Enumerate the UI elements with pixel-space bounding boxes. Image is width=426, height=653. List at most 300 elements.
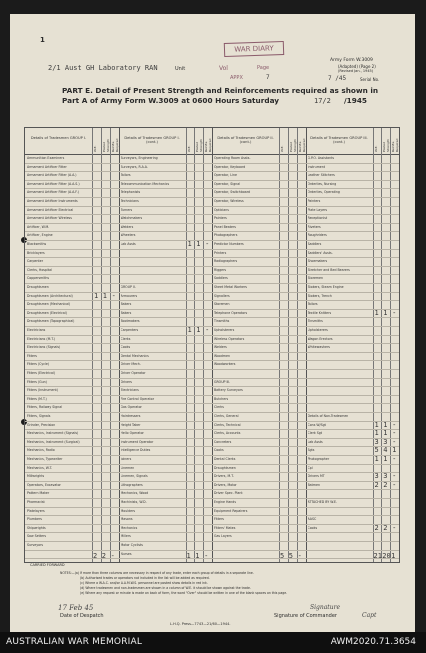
strength-entry: 1	[392, 446, 397, 455]
trade-label: Mechanics, W.T.	[27, 465, 53, 470]
trade-label: Engine Hands	[214, 500, 236, 504]
strength-entry: 1	[94, 291, 99, 300]
trade-label: Shoemakers	[307, 259, 328, 264]
trade-label: Lab Assts	[307, 439, 323, 444]
trade-label: Motor Cyclists	[120, 543, 143, 547]
row-line	[25, 163, 399, 164]
trade-label: Fitters	[27, 353, 37, 358]
trade-label: Mechanics, Radio	[27, 448, 55, 453]
trade-label: Fitters (Gun)	[27, 379, 47, 384]
row-line	[25, 395, 399, 396]
row-line	[25, 412, 399, 413]
trade-label: Draughtsmen (Electrical)	[27, 310, 67, 315]
row-line	[25, 206, 399, 207]
row-line	[25, 472, 399, 473]
subcolumn-divider	[186, 128, 187, 562]
subcolumn-divider	[381, 128, 382, 562]
group-divider	[119, 128, 120, 562]
strength-entry: 1	[196, 240, 201, 248]
row-line	[25, 360, 399, 361]
trade-label: Pattern Maker	[27, 491, 50, 496]
trade-label: Technicians	[120, 199, 139, 203]
group-divider	[212, 128, 213, 562]
row-line	[25, 446, 399, 447]
trade-label: Electricians (Signals)	[27, 345, 61, 350]
strength-entry: 1	[374, 420, 379, 429]
year: /1945	[344, 96, 367, 105]
strength-entry: 1	[102, 291, 108, 300]
row-line	[25, 541, 399, 542]
trade-label: Grinder, Precision	[27, 422, 56, 427]
footer-institution: AUSTRALIAN WAR MEMORIAL	[6, 637, 143, 647]
trade-label: Fitters (Instrument)	[27, 388, 58, 393]
note-line: (c) Where a W.A.C. and/or A.A.M.W.S. personnel are posted show details in red ink.	[80, 581, 208, 585]
trade-label: Instrument Operator	[120, 439, 154, 444]
row-line	[25, 378, 399, 379]
trade-label: Telephonists	[120, 190, 141, 195]
strength-entry: 4	[383, 446, 388, 455]
trade-label: Mechanics, Wood	[120, 491, 149, 496]
trade-label: Clerks, General	[214, 414, 239, 418]
title-line-1: PART E. Detail of Present Strength and Reinforcements required as shown in	[62, 86, 379, 95]
trade-label: Blacksmiths	[27, 242, 47, 246]
trade-label: Photographer	[307, 457, 330, 461]
subcolumn-divider	[203, 128, 204, 562]
serial-value: 7 /45	[328, 75, 347, 82]
trade-label: Operator, Wireless	[214, 199, 244, 203]
trade-label: Leather Stitchers	[307, 173, 335, 178]
carried-forward-total: 5	[280, 552, 285, 560]
trade-label: Tailors	[307, 302, 318, 307]
trade-label: Woodmen	[214, 353, 230, 358]
trade-label: Printers	[214, 250, 227, 255]
trade-label: Armament Artificer Fitter (A.A.F.)	[27, 190, 79, 195]
trade-label: Wagon Erectors	[307, 336, 333, 341]
row-line	[25, 558, 399, 559]
trade-label: Tinsmiths	[307, 319, 323, 324]
subcolumn-header: Reinfts. Required	[391, 138, 400, 152]
trade-label: Artificer, W.M.	[27, 224, 50, 229]
row-line	[25, 524, 399, 525]
trade-label: Stokers, Trench	[307, 293, 332, 298]
trade-label: Bricklayers	[27, 250, 45, 255]
trade-label: Battery Surveyors	[214, 388, 243, 393]
trade-label: Tailors	[120, 173, 131, 178]
trade-label: G.P.O. Assistants	[307, 156, 335, 160]
subcolumn-header: Reinfts. Required	[204, 138, 213, 152]
signature-rank: Capt	[362, 612, 377, 619]
trade-label: Surveyors	[27, 543, 44, 547]
trade-label: Armament Artificer Fitter	[27, 164, 67, 169]
group-header: Details of Tradesmen GROUP I. (cont.)	[124, 136, 180, 144]
trade-label: Telecommunication Mechanics	[120, 181, 170, 186]
trade-label: Bakers	[120, 302, 132, 307]
row-line	[25, 343, 399, 344]
footer-accession: AWM2020.71.3654	[330, 637, 416, 647]
trade-label: Bootmakers	[120, 319, 140, 324]
form-sheet	[10, 14, 415, 632]
trade-label: Surveyors, Engineering	[120, 156, 158, 160]
trade-label: Coppersmiths	[27, 276, 50, 281]
trade-label: Carpenters	[120, 328, 139, 332]
carried-forward-total: 20	[382, 552, 391, 560]
row-line	[25, 188, 399, 189]
strength-entry: 1	[383, 429, 388, 438]
strength-entry: -	[392, 437, 397, 446]
trade-label: Photographers	[214, 233, 238, 238]
trade-label: Fitters (Electrical)	[27, 371, 56, 375]
carried-forward-total: 1	[186, 552, 191, 560]
archive-footer	[0, 632, 426, 653]
strength-entry: 5	[374, 446, 379, 455]
trade-label: Linemen, Signals	[120, 474, 148, 479]
trade-label: Machinists, W.D.	[120, 500, 147, 504]
trade-label: Turners	[120, 207, 133, 212]
trade-label: Masons	[120, 517, 133, 522]
trade-label: Drivers, Motor	[214, 482, 237, 487]
trade-label: Intelligence Duties	[120, 448, 151, 453]
signature: Signature	[310, 604, 341, 611]
subcolumn-divider	[110, 128, 111, 562]
trade-label: Clerks	[214, 405, 224, 410]
subcolumn-divider	[92, 128, 93, 562]
trade-label: Wheelers	[120, 233, 136, 238]
trade-label: Panel Beaters	[214, 224, 236, 229]
trade-label: Draughtsmen (Topographical)	[27, 319, 75, 324]
trade-label: Sheet Metal Workers	[214, 285, 247, 289]
row-line	[25, 386, 399, 387]
trade-label: Receptionist	[307, 216, 328, 221]
trade-label: Shipwrights	[27, 525, 46, 530]
row-line	[25, 249, 399, 250]
trade-label: Dental Mechanics	[120, 353, 149, 358]
trade-label: Textile Knitters	[307, 310, 332, 315]
trade-label: Painters	[307, 199, 321, 203]
carried-forward-total: 5	[288, 552, 294, 560]
trade-label: Nurses	[120, 551, 132, 556]
trade-label: Millers	[120, 534, 131, 539]
subcolumn-header: Posted Strength	[382, 139, 391, 152]
trade-label: Drivers, M.T.	[214, 474, 234, 479]
strength-entry: 1	[383, 308, 388, 317]
trade-label: Details of Non-Tradesmen	[307, 414, 349, 418]
title-line-2: Part A of Army Form W.3009 at 0600 Hours Saturday	[62, 96, 280, 105]
trade-label: Orderlies, Nursing	[307, 181, 337, 186]
trade-label: Batmen	[307, 482, 320, 487]
carried-forward-total: 1	[195, 552, 200, 560]
trade-label: Mechanics, Instrument (Signals)	[27, 431, 79, 436]
row-line	[25, 455, 399, 456]
strength-entry: -	[205, 240, 210, 248]
group-divider	[306, 128, 307, 562]
row-line	[25, 257, 399, 258]
trade-label: Whitewashers	[307, 345, 330, 350]
trade-label: Equipment Repairers	[214, 508, 248, 513]
row-line	[25, 223, 399, 224]
trade-label: Carpenter	[27, 259, 44, 264]
row-line	[25, 335, 399, 336]
serial-label: Serial No.	[360, 77, 380, 82]
trade-label: Draughtsmen	[27, 285, 49, 289]
strength-entry: 1	[187, 240, 192, 248]
row-line	[25, 507, 399, 508]
trade-label: Cooks	[307, 525, 318, 530]
subcolumn-divider	[390, 128, 391, 562]
row-line	[25, 180, 399, 181]
row-line	[25, 326, 399, 327]
trade-label: AASC	[307, 517, 317, 522]
trade-label: Operators, Excavator	[27, 482, 61, 487]
strength-entry: 3	[374, 472, 379, 481]
trade-label: Driver Mech.	[120, 362, 141, 367]
subcolumn-header: W.E.	[93, 145, 97, 152]
trade-label: Fitters, Signals	[27, 414, 51, 418]
unit-handwritten: 2/1 Aust GH Laboratory RAN	[48, 64, 158, 72]
trade-label: Tinsmiths	[214, 319, 230, 324]
form-revised: (Revised Jan., 1945)	[338, 69, 374, 73]
note-line: (d) Where tradesmen and non-tradesmen are shown in a column of W.E. it should be shown against the trade.	[80, 586, 251, 590]
row-line	[25, 550, 399, 551]
trade-label: Signallers	[214, 293, 230, 298]
row-line	[25, 274, 399, 275]
trade-label: Welders	[214, 345, 227, 350]
row-line	[25, 421, 399, 422]
form-number: Army Form W.3009	[330, 58, 373, 63]
subcolumn-divider	[279, 128, 280, 562]
group-header: Details of Tradesmen GROUP II. (cont.)	[217, 136, 274, 144]
trade-label: Clerks, Technical	[214, 422, 241, 427]
trade-label: Mechanics, Typewriter	[27, 457, 63, 461]
group-header: Details of Tradesmen GROUP I.	[30, 136, 87, 140]
trade-label: Hello Operator	[120, 431, 144, 436]
trade-label: Butchers	[214, 396, 229, 401]
trade-label: Armourers	[120, 293, 138, 298]
carried-forward-total: 2	[93, 552, 98, 560]
trade-label: Ammunition Examiners	[27, 156, 65, 160]
note-line: (b) Authorised trades or operators not included in the list will be added as required.	[80, 576, 210, 580]
trade-label: GROUP II.	[120, 285, 136, 289]
trade-label: Draughtsmen	[214, 465, 236, 470]
trade-label: Clerk Sgt	[307, 431, 323, 436]
row-line	[25, 231, 399, 232]
row-line	[25, 515, 399, 516]
trade-label: Operator, Keyboard	[214, 164, 246, 169]
trade-label: Welders	[120, 224, 134, 229]
trade-label: Cons W/Sgt	[307, 422, 326, 427]
trade-label: Concreters	[214, 439, 232, 444]
trade-label: ATTACHED BY W.E.	[307, 500, 338, 504]
unit-label: Unit	[175, 66, 186, 72]
trade-label: Operator, Switchboard	[214, 190, 251, 195]
trade-label: Platelayers	[27, 508, 45, 513]
trade-label: Riggers	[214, 267, 227, 272]
subcolumn-header: Posted Strength	[288, 139, 297, 152]
trade-label: Radiographers	[214, 259, 238, 264]
strength-entry: 3	[383, 437, 388, 446]
vol-label: Vol	[219, 65, 228, 72]
trade-label: Bakers	[120, 310, 132, 315]
trade-label: Riveters	[307, 224, 321, 229]
trade-label: Plumbers	[27, 517, 42, 522]
trade-label: Armament Artificer Instruments	[27, 199, 78, 203]
subcolumn-divider	[288, 128, 289, 562]
row-line	[25, 240, 399, 241]
strength-entry: 2	[383, 480, 388, 489]
trade-label: Woodworkers	[214, 362, 236, 367]
strength-entry: -	[392, 472, 397, 481]
note-line: NOTES:—(a) If more than three columns are necessary in respect of any trade, enter each group of details in a separate line.	[60, 571, 254, 575]
strength-entry: -	[392, 420, 397, 429]
trade-label: Saddlers' Assts.	[307, 250, 333, 255]
trade-label: Gas Operator	[120, 405, 142, 410]
row-line	[25, 352, 399, 353]
trade-label: Upholsterers	[307, 328, 328, 332]
appx-number: 7	[266, 74, 270, 81]
row-line	[25, 171, 399, 172]
trade-label: Wireless Operators	[214, 336, 245, 341]
trade-label: Storemen	[307, 276, 324, 281]
trade-label: Clerks	[120, 336, 131, 341]
trade-label: Telephone Operators	[214, 310, 248, 315]
trade-label: Upholsterers	[214, 328, 235, 332]
trade-label: Linemen	[120, 465, 135, 470]
strength-entry: 1	[374, 429, 379, 438]
trade-label: Draughtsmen (Architectural)	[27, 293, 73, 298]
strength-entry: 3	[383, 472, 388, 481]
trade-label: Orderlies, Operating	[307, 190, 340, 195]
row-line	[25, 498, 399, 499]
trade-label: Fire Control Operator	[120, 396, 155, 401]
trade-label: Cooks	[120, 345, 131, 350]
strength-entry: 2	[383, 523, 388, 532]
trade-label: Cpl	[307, 465, 313, 470]
trade-label: GROUP III.	[214, 379, 231, 384]
row-line	[25, 532, 399, 533]
trade-label: Opticians	[214, 207, 229, 212]
strength-entry: 1	[187, 326, 192, 334]
carried-forward-total: 1	[391, 552, 396, 560]
strength-entry: -	[392, 480, 397, 489]
page-label: Page	[257, 65, 270, 71]
trade-label: Millwrights	[27, 474, 45, 479]
trade-label: Draughtsmen (Mechanical)	[27, 302, 71, 307]
trade-label: Stokers, Steam Engine	[307, 285, 344, 289]
subcolumn-header: Posted Strength	[195, 139, 204, 152]
strength-entry: -	[205, 326, 210, 334]
subcolumn-divider	[297, 128, 298, 562]
row-line	[25, 214, 399, 215]
subcolumn-header: W.E.	[280, 145, 284, 152]
trade-label: Hairdressers	[120, 414, 141, 418]
trade-label: Watchmakers	[120, 216, 143, 221]
subcolumn-divider	[194, 128, 195, 562]
date-of-despatch-label: Date of Despatch	[60, 613, 104, 619]
trade-label: Saddlers	[214, 276, 228, 281]
trade-label: Fitters (Cycle)	[27, 362, 50, 367]
strength-entry: -	[392, 455, 397, 463]
date-of-despatch-handwritten: 17 Feb 45	[58, 604, 94, 612]
trade-label: Operator, Line	[214, 173, 237, 178]
page-number: 1	[40, 36, 45, 44]
strength-entry: 1	[383, 455, 388, 463]
row-line	[25, 266, 399, 267]
row-line	[25, 438, 399, 439]
strength-entry: -	[392, 308, 397, 317]
carried-forward-total: 21	[373, 552, 382, 560]
group-header: Details of Tradesmen GROUP III. (cont.)	[310, 136, 368, 144]
trade-label: Predictor Numbers	[214, 242, 244, 246]
strength-entry: -	[111, 291, 116, 300]
trade-label: Pharmacist	[27, 500, 45, 504]
carried-forward-total: -	[110, 552, 115, 560]
trade-label: Clerks, Accounts	[214, 431, 241, 436]
trade-label: Armament Artificer Fitter (A.A.S.)	[27, 181, 80, 186]
trade-label: Electricians	[27, 328, 46, 332]
trade-label: Joiners	[120, 457, 132, 461]
trade-label: Drivers	[120, 379, 132, 384]
note-line: (e) Where any request or minute is made on back of form, the word "Over" should be written in one of the blank spaces on this page.	[80, 591, 288, 595]
trade-label: Clerks, Hospital	[27, 267, 52, 272]
strength-entry: 2	[374, 523, 379, 532]
strength-entry: -	[392, 523, 397, 532]
row-line	[25, 309, 399, 310]
row-line	[25, 464, 399, 465]
subcolumn-header: W.E.	[186, 145, 191, 152]
trade-label: Electricians (M.T.)	[27, 336, 56, 341]
trade-label: Mechanics	[120, 525, 138, 530]
trade-label: Driver Spec. Plant	[214, 491, 243, 496]
row-line	[25, 429, 399, 430]
strength-entry: 1	[374, 455, 379, 463]
date-handwritten: 17/2	[314, 97, 331, 105]
trade-label: Driver Operator	[120, 371, 146, 375]
trade-label: Fitters (M.T.)	[27, 396, 47, 401]
trade-label: Operating Room Assts.	[214, 156, 251, 160]
trade-label: Armament Artificer Electrical	[27, 207, 74, 212]
row-line	[25, 197, 399, 198]
trade-label: Armament Artificer Wireless	[27, 216, 72, 221]
trade-label: Artificer, Engine	[27, 233, 53, 238]
strength-entry: -	[392, 429, 397, 438]
trade-label: Fitters' Mates	[214, 525, 236, 530]
row-line	[25, 489, 399, 490]
trade-label: Plate Layers	[307, 207, 328, 212]
trade-label: Moulders	[120, 508, 136, 513]
trade-label: Lithographers	[120, 482, 143, 487]
strength-entry: 1	[374, 308, 379, 317]
row-line	[25, 403, 399, 404]
printer-line: L.H.Q. Press—7743—21/60—1944.	[170, 622, 231, 626]
trade-label: Mechanics, Instrument (Surgical)	[27, 439, 80, 444]
trade-label: Lab Assts	[120, 242, 136, 246]
subcolumn-divider	[101, 128, 102, 562]
strength-entry: 3	[374, 437, 379, 446]
row-line	[25, 300, 399, 301]
trade-label: Electricians	[120, 388, 139, 393]
subcolumn-header: W.E.	[373, 145, 378, 152]
strength-entry: 1	[383, 420, 388, 429]
trade-label: Drivers MT	[307, 474, 325, 479]
trade-label: Saddlers	[307, 242, 322, 246]
trade-label: Height Taker	[120, 422, 141, 427]
trade-label: Gas Layers	[214, 534, 232, 539]
form-adapted: (Adapted) (Page 2)	[338, 64, 376, 69]
carried-forward-label: CARRIED FORWARD	[30, 563, 65, 567]
trade-label: Surveyors, R.A.A.	[120, 164, 148, 169]
war-diary-stamp: WAR DIARY	[224, 41, 284, 57]
row-line	[25, 292, 399, 293]
strength-entry: 1	[196, 326, 201, 334]
